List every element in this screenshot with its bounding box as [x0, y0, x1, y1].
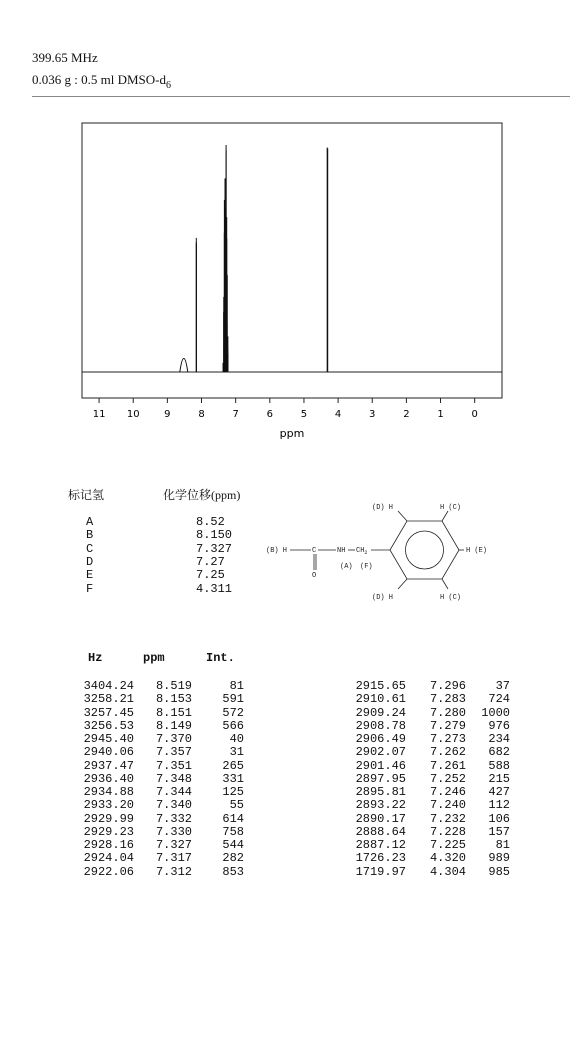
- peak-int: 427: [488, 785, 510, 799]
- peak-ppm: 7.279: [429, 718, 466, 733]
- peak-table-row: [83, 824, 260, 839]
- methylene-subscript: 2: [364, 550, 368, 556]
- assignment-label: B: [86, 528, 94, 543]
- peak-hz: 1726.23: [355, 851, 406, 866]
- x-tick-label: 8: [198, 409, 205, 420]
- assignment-shift: 7.25: [196, 568, 225, 583]
- peak-table-row: [83, 785, 260, 799]
- peak-table-row: [83, 758, 260, 773]
- peak-table-row: [330, 746, 520, 759]
- peak-hz: 2895.81: [355, 785, 406, 799]
- peak-ppm: 7.312: [155, 864, 192, 879]
- peak-hz: 2901.46: [355, 758, 406, 773]
- peak-table-row: [83, 851, 260, 866]
- peak-int: 40: [229, 732, 244, 746]
- peak-int: 591: [222, 692, 244, 707]
- peak-ppm: 7.261: [429, 758, 466, 773]
- peak-int: 989: [488, 851, 510, 866]
- peak-table-row: [330, 760, 520, 773]
- peak-hz: 2937.47: [83, 758, 134, 773]
- assignment-shift: 7.327: [196, 541, 233, 556]
- peak-ppm: 7.296: [429, 679, 466, 693]
- peak-hz: 2929.23: [83, 824, 134, 839]
- peak-int: 572: [222, 705, 244, 720]
- peak-table-row: [330, 720, 520, 733]
- col-head-hz: Hz: [88, 651, 103, 665]
- peak-ppm: 7.228: [429, 824, 466, 839]
- peak-table-row: [330, 680, 520, 693]
- peak-ppm: 4.304: [429, 864, 466, 879]
- col-head-int: Int.: [206, 651, 235, 665]
- x-axis-label: ppm: [279, 427, 305, 440]
- peak-hz: 2945.40: [83, 732, 134, 746]
- peak-table-right: [330, 680, 520, 879]
- peak-hz: 2934.88: [83, 785, 134, 799]
- peak-table-row: [330, 733, 520, 746]
- peak-ppm: 7.273: [429, 732, 466, 746]
- peak-table-row: [83, 692, 260, 707]
- spectrometer-frequency: 399.65 MHz: [32, 50, 98, 65]
- peak-hz: 1719.97: [355, 864, 406, 879]
- peak-int: 81: [495, 838, 510, 852]
- peak-ppm: 7.340: [155, 798, 192, 813]
- peak-table-row: [83, 705, 260, 720]
- peak-table-row: [83, 811, 260, 826]
- peak-hz: 2910.61: [355, 692, 406, 707]
- peak-ppm: 7.225: [429, 838, 466, 852]
- carbonyl-carbon: C: [312, 547, 317, 555]
- sample-solvent-text: 0.036 g : 0.5 ml DMSO-d: [32, 72, 166, 87]
- peak-hz: 2908.78: [355, 718, 406, 733]
- peak-int: 1000: [481, 705, 510, 720]
- peak-int: 106: [488, 811, 510, 826]
- peak-table-row: [83, 679, 260, 693]
- assignment-shift: 4.311: [196, 581, 233, 596]
- peak-int: 31: [229, 745, 244, 760]
- peak-ppm: 7.370: [155, 732, 192, 746]
- peak-ppm: 7.351: [155, 758, 192, 773]
- peak-table-row: [330, 799, 520, 812]
- x-tick-label: 7: [232, 409, 239, 420]
- peak-int: 614: [222, 811, 244, 826]
- ring-h-bottom-right: H (C): [440, 594, 462, 602]
- peak-ppm: 8.519: [155, 679, 192, 693]
- x-tick-label: 4: [334, 409, 342, 420]
- peak-hz: 2936.40: [83, 771, 134, 786]
- peak-int: 55: [229, 798, 244, 813]
- assignment-label: F: [86, 581, 94, 596]
- peak-hz: 2887.12: [355, 838, 406, 852]
- peak-hz: 2906.49: [355, 732, 406, 746]
- peak-table-row: [83, 798, 260, 813]
- peak-table-row: [83, 745, 260, 760]
- solvent-subscript: 6: [165, 80, 171, 91]
- peak-table-row: [330, 813, 520, 826]
- col-head-ppm: ppm: [143, 651, 165, 665]
- peak-hz: 2893.22: [355, 798, 406, 813]
- peak-hz: 2922.06: [83, 864, 134, 879]
- peak-ppm: 7.280: [429, 705, 466, 720]
- spectrum-trace: [82, 145, 502, 372]
- x-tick-label: 5: [300, 409, 308, 420]
- peak-ppm: 7.246: [429, 785, 466, 799]
- peak-int: 985: [488, 864, 510, 879]
- x-tick-label: 10: [126, 409, 140, 420]
- spectrum-peak-0: [180, 358, 188, 372]
- peak-int: 282: [222, 851, 244, 866]
- assignment-header-shift: 化学位移(ppm): [163, 488, 241, 502]
- peak-ppm: 7.330: [155, 824, 192, 839]
- peak-int: 758: [222, 824, 244, 839]
- x-tick-label: 6: [266, 409, 273, 420]
- ring-h-right: H (E): [466, 547, 488, 555]
- peak-ppm: 7.262: [429, 745, 466, 760]
- peak-table-row: [330, 786, 520, 799]
- peak-int: 157: [488, 824, 510, 839]
- peak-int: 588: [488, 758, 510, 773]
- peak-int: 265: [222, 758, 244, 773]
- peak-int: 234: [488, 732, 510, 746]
- peak-hz: 2888.64: [355, 824, 406, 839]
- peak-hz: 3257.45: [83, 705, 134, 720]
- peak-table-row: [83, 838, 260, 852]
- assignment-label: D: [86, 554, 94, 569]
- x-tick-label: 9: [164, 409, 171, 420]
- peak-ppm: 7.332: [155, 811, 192, 826]
- ring-h-bottom-left: (D) H: [372, 594, 394, 602]
- assignment-shift: 8.150: [196, 528, 233, 543]
- peak-int: 544: [222, 838, 244, 852]
- peak-table-row: [83, 771, 260, 786]
- peak-ppm: 7.348: [155, 771, 192, 786]
- peak-table-row: [330, 852, 520, 865]
- peak-int: 215: [488, 771, 510, 786]
- peak-int: 125: [222, 785, 244, 799]
- assignment-label: A: [86, 515, 94, 529]
- peak-hz: 3256.53: [83, 718, 134, 733]
- peak-ppm: 7.357: [155, 745, 192, 760]
- peak-ppm: 8.149: [155, 718, 192, 733]
- label-a: (A): [340, 563, 353, 571]
- peak-ppm: 7.317: [155, 851, 192, 866]
- x-tick-label: 3: [369, 409, 376, 420]
- nmr-spectrum-chart: [0, 0, 570, 460]
- peak-hz: 2928.16: [83, 838, 134, 852]
- methylene-ch2: [356, 547, 367, 556]
- peak-int: 37: [495, 679, 510, 693]
- peak-hz: 2924.04: [83, 851, 134, 866]
- peak-table-row: [330, 773, 520, 786]
- assignment-header-label: 标记氢: [68, 488, 105, 502]
- peak-table-left: [83, 679, 260, 879]
- peak-ppm: 7.232: [429, 811, 466, 826]
- peak-ppm: 4.320: [429, 851, 466, 866]
- peak-ppm: 7.252: [429, 771, 466, 786]
- peak-int: 682: [488, 745, 510, 760]
- methylene-ch-text: CH: [356, 547, 365, 555]
- peak-ppm: 7.344: [155, 785, 192, 799]
- peak-table-row: [330, 707, 520, 720]
- peak-hz: 2890.17: [355, 811, 406, 826]
- x-tick-label: 11: [92, 409, 106, 420]
- assignment-label: E: [86, 568, 94, 583]
- amide-nh: NH: [337, 547, 346, 555]
- peak-table-row: [83, 732, 260, 746]
- peak-hz: 2940.06: [83, 745, 134, 760]
- peak-hz: 2929.99: [83, 811, 134, 826]
- peak-ppm: 8.153: [155, 692, 192, 707]
- peak-ppm: 8.151: [155, 705, 192, 720]
- peak-int: 976: [488, 718, 510, 733]
- peak-table-row: [330, 693, 520, 706]
- peak-table-row: [330, 866, 520, 879]
- molecule-structure: [260, 495, 510, 605]
- peak-int: 853: [222, 864, 244, 879]
- assignment-shift: 7.27: [196, 554, 225, 569]
- peak-int: 331: [222, 771, 244, 786]
- peak-hz: 2915.65: [355, 679, 406, 693]
- peak-ppm: 7.240: [429, 798, 466, 813]
- ring-h-top-right: H (C): [440, 504, 462, 512]
- peak-hz: 2902.07: [355, 745, 406, 760]
- assignment-shift: 8.52: [196, 515, 225, 529]
- peak-int: 566: [222, 718, 244, 733]
- label-f: (F): [360, 563, 373, 571]
- peak-hz: 2909.24: [355, 705, 406, 720]
- peak-table-row: [330, 839, 520, 852]
- peak-table-row: [83, 864, 260, 879]
- x-tick-label: 1: [437, 409, 444, 420]
- peak-int: 112: [488, 798, 510, 813]
- peak-int: 724: [488, 692, 510, 707]
- peak-hz: 2933.20: [83, 798, 134, 813]
- assignment-label: C: [86, 541, 94, 556]
- x-tick-label: 0: [471, 409, 478, 420]
- x-axis-ticks: [93, 398, 478, 420]
- peak-ppm: 7.283: [429, 692, 466, 707]
- carbonyl-oxygen: O: [312, 572, 317, 580]
- peak-hz: 2897.95: [355, 771, 406, 786]
- ring-h-top-left: (D) H: [372, 504, 394, 512]
- formyl-h-label: (B) H: [266, 547, 288, 555]
- peak-ppm: 7.327: [155, 838, 192, 852]
- x-tick-label: 2: [403, 409, 410, 420]
- peak-hz: 3258.21: [83, 692, 134, 707]
- peak-hz: 3404.24: [83, 679, 134, 693]
- peak-table-row: [330, 826, 520, 839]
- peak-table-row: [83, 718, 260, 733]
- plot-frame: [82, 123, 502, 398]
- peak-int: 81: [229, 679, 244, 693]
